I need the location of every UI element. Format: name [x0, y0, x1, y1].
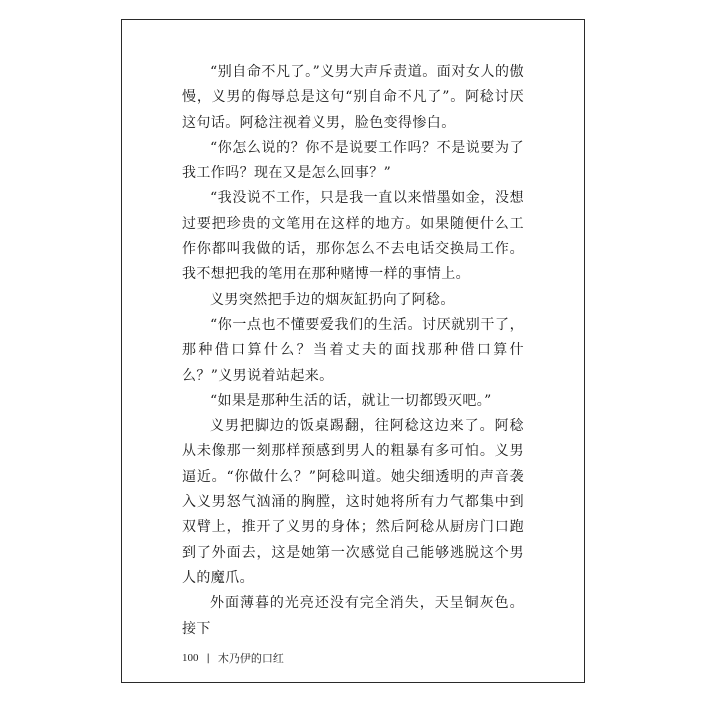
- book-page: [121, 19, 585, 683]
- page-footer: [182, 650, 284, 666]
- paragraph: “我没说不工作，只是我一直以来惜墨如金，没想过要把珍贵的文笔用在这样的地方。如果随便什么工作你都叫我做的话，那你怎么不去电话交换局工作。我不想把我的笔用在那种赌博一样的事情上。: [182, 190, 524, 283]
- paragraph: “你怎么说的？你不是说要工作吗？不是说要为了我工作吗？现在又是怎么回事？”: [182, 139, 524, 182]
- book-title: 木乃伊的口红: [217, 652, 284, 665]
- paragraph: 义男把脚边的饭桌踢翻，往阿稔这边来了。阿稔从未像那一刻那样预感到男人的粗暴有多可怕。义男逼近。“你做什么？”阿稔叫道。她尖细透明的声音袭入义男怒气汹涌的胸膛，这时她将所有力气都集中到双臂上，推开了义男的身体；然后阿稔从厨房门口跑到了外面去，这是她第一次感觉自己能够逃脱这个男人的魔爪。: [182, 418, 524, 586]
- page-number: 100: [182, 652, 199, 664]
- paragraph: 外面薄暮的光亮还没有完全消失，天呈铜灰色。接下: [182, 595, 524, 637]
- paragraph: “别自命不凡了。”义男大声斥责道。面对女人的傲慢，义男的侮辱总是这句“别自命不凡了”。阿稔讨厌这句话。阿稔注视着义男，脸色变得惨白。: [182, 64, 524, 131]
- paragraph: “如果是那种生活的话，就让一切都毁灭吧。”: [210, 392, 492, 409]
- body-text: [182, 60, 524, 642]
- paragraph: 义男突然把手边的烟灰缸扔向了阿稔。: [210, 291, 455, 308]
- footer-separator: |: [206, 652, 210, 664]
- paragraph: “你一点也不懂要爱我们的生活。讨厌就别干了，那种借口算什么？当着丈夫的面找那种借口算什么？”义男说着站起来。: [182, 316, 524, 384]
